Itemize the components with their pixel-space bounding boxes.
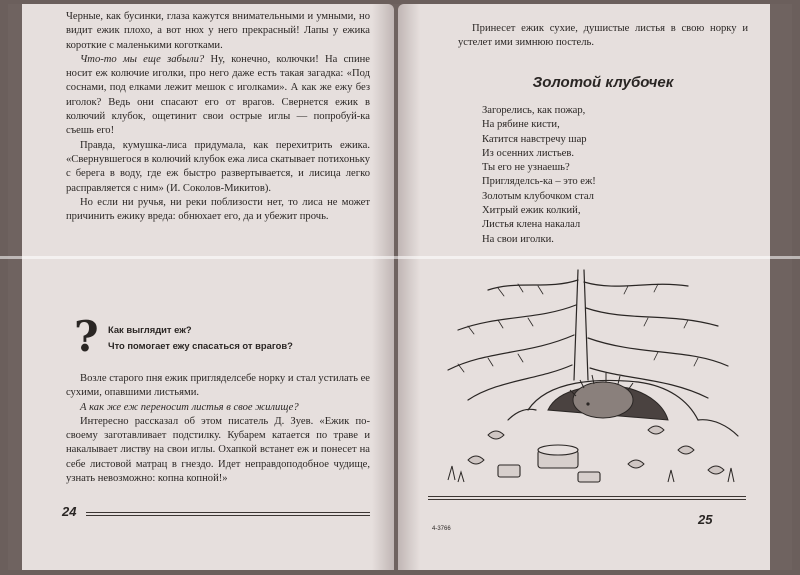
paragraph-italic-question: А как же еж переносит листья в свое жилище?: [80, 401, 299, 413]
left-page: [22, 4, 394, 570]
paragraph-no-river: Но если ни ручья, ни реки поблизости нет, то лиса не может причинить ежику вреда: обнюхает его, да и убежит прочь.: [66, 196, 370, 223]
left-text-block: [66, 10, 370, 224]
page-number-left: 24: [62, 504, 77, 519]
hedgehog-illustration: [428, 260, 758, 490]
footer-rule-right: [428, 496, 746, 497]
poem-line: Пригляделсь-ка – это еж!: [482, 176, 596, 188]
poem-line: Листья клена накалал: [482, 219, 581, 231]
italic-question: Что-то мы еще забыли?: [80, 53, 205, 65]
poem-line: Из осенних листьев.: [482, 147, 575, 159]
paragraph-needles: Что-то мы еще забыли? Ну, конечно, колючки! На спине носит еж колючие иголки, про него даже есть такая загадка: «Под соснами, под елками лежит мешок с иголками». А как же ежу без иголок? Ведь они спасают его от врагов. Свернется ежик в колючий клубок, ощетинит свои острые иглы — попробуй-ка съешь его!: [66, 53, 370, 137]
stumps: [498, 445, 600, 482]
poem-title: Золотой клубочек: [532, 74, 674, 91]
poem-line: Загорелись, как пожар,: [482, 105, 586, 116]
book-spread: [8, 4, 792, 570]
right-page: [398, 4, 770, 570]
question-mark-icon: ?: [74, 312, 99, 361]
poem-line: Хитрый ежик колкий,: [482, 205, 581, 217]
poem: [482, 104, 596, 247]
poem-line: Катится навстречу шар: [482, 133, 587, 145]
footer-code: 4-3766: [432, 526, 451, 532]
poem-line: Золотым клубочком стал: [482, 190, 594, 202]
poem-line: Ты его не узнаешь?: [482, 162, 570, 174]
questions-block: [66, 312, 370, 362]
scan-artifact-line: [0, 256, 800, 259]
poem-line: На рябине кисти,: [482, 119, 560, 131]
question-2: Что помогает ежу спасаться от врагов?: [108, 340, 293, 351]
poem-line: На свои иголки.: [482, 233, 554, 245]
paragraph-eyes: Черные, как бусинки, глаза кажутся внимательными и умными, но видит ежик плохо, а вот нюх у него прекрасный! Лапы у ежика короткие с маленькими коготками.: [66, 11, 370, 51]
footer-rule-left: [86, 512, 370, 513]
page-number-right: 25: [698, 512, 713, 527]
hedgehog-icon: [570, 373, 633, 418]
paragraph-zuev: Интересно рассказал об этом писатель Д. Зуев. «Ежик по-своему заготавливает подстилку. Кубарем катается по траве и накалывает листву на свои иглы. Охапкой встанет еж и понесет на себе листовой матрац в гнездо. Идет неправдоподобное чудище, узнать невозможно: копна копной!»: [66, 415, 370, 485]
question-1: Как выглядит еж?: [108, 324, 192, 335]
right-intro: Принесет ежик сухие, душистые листья в свою норку и устелет ими зимнюю постель.: [458, 23, 748, 49]
paragraph-burrow: Возле старого пня ежик пригляделсебе норку и стал устилать ее сухими, опавшими листьями.: [66, 373, 370, 399]
left-text-block-2: [66, 372, 370, 486]
paragraph-fox: Правда, кумушка-лиса придумала, как перехитрить ежика. «Свернувшегося в колючий клубок ежа лиса скатывает потихоньку с берега в воду, где еж быстро развертывается, и лисица легко расправляется с ним» (И. Соколов-Микитов).: [66, 139, 370, 194]
